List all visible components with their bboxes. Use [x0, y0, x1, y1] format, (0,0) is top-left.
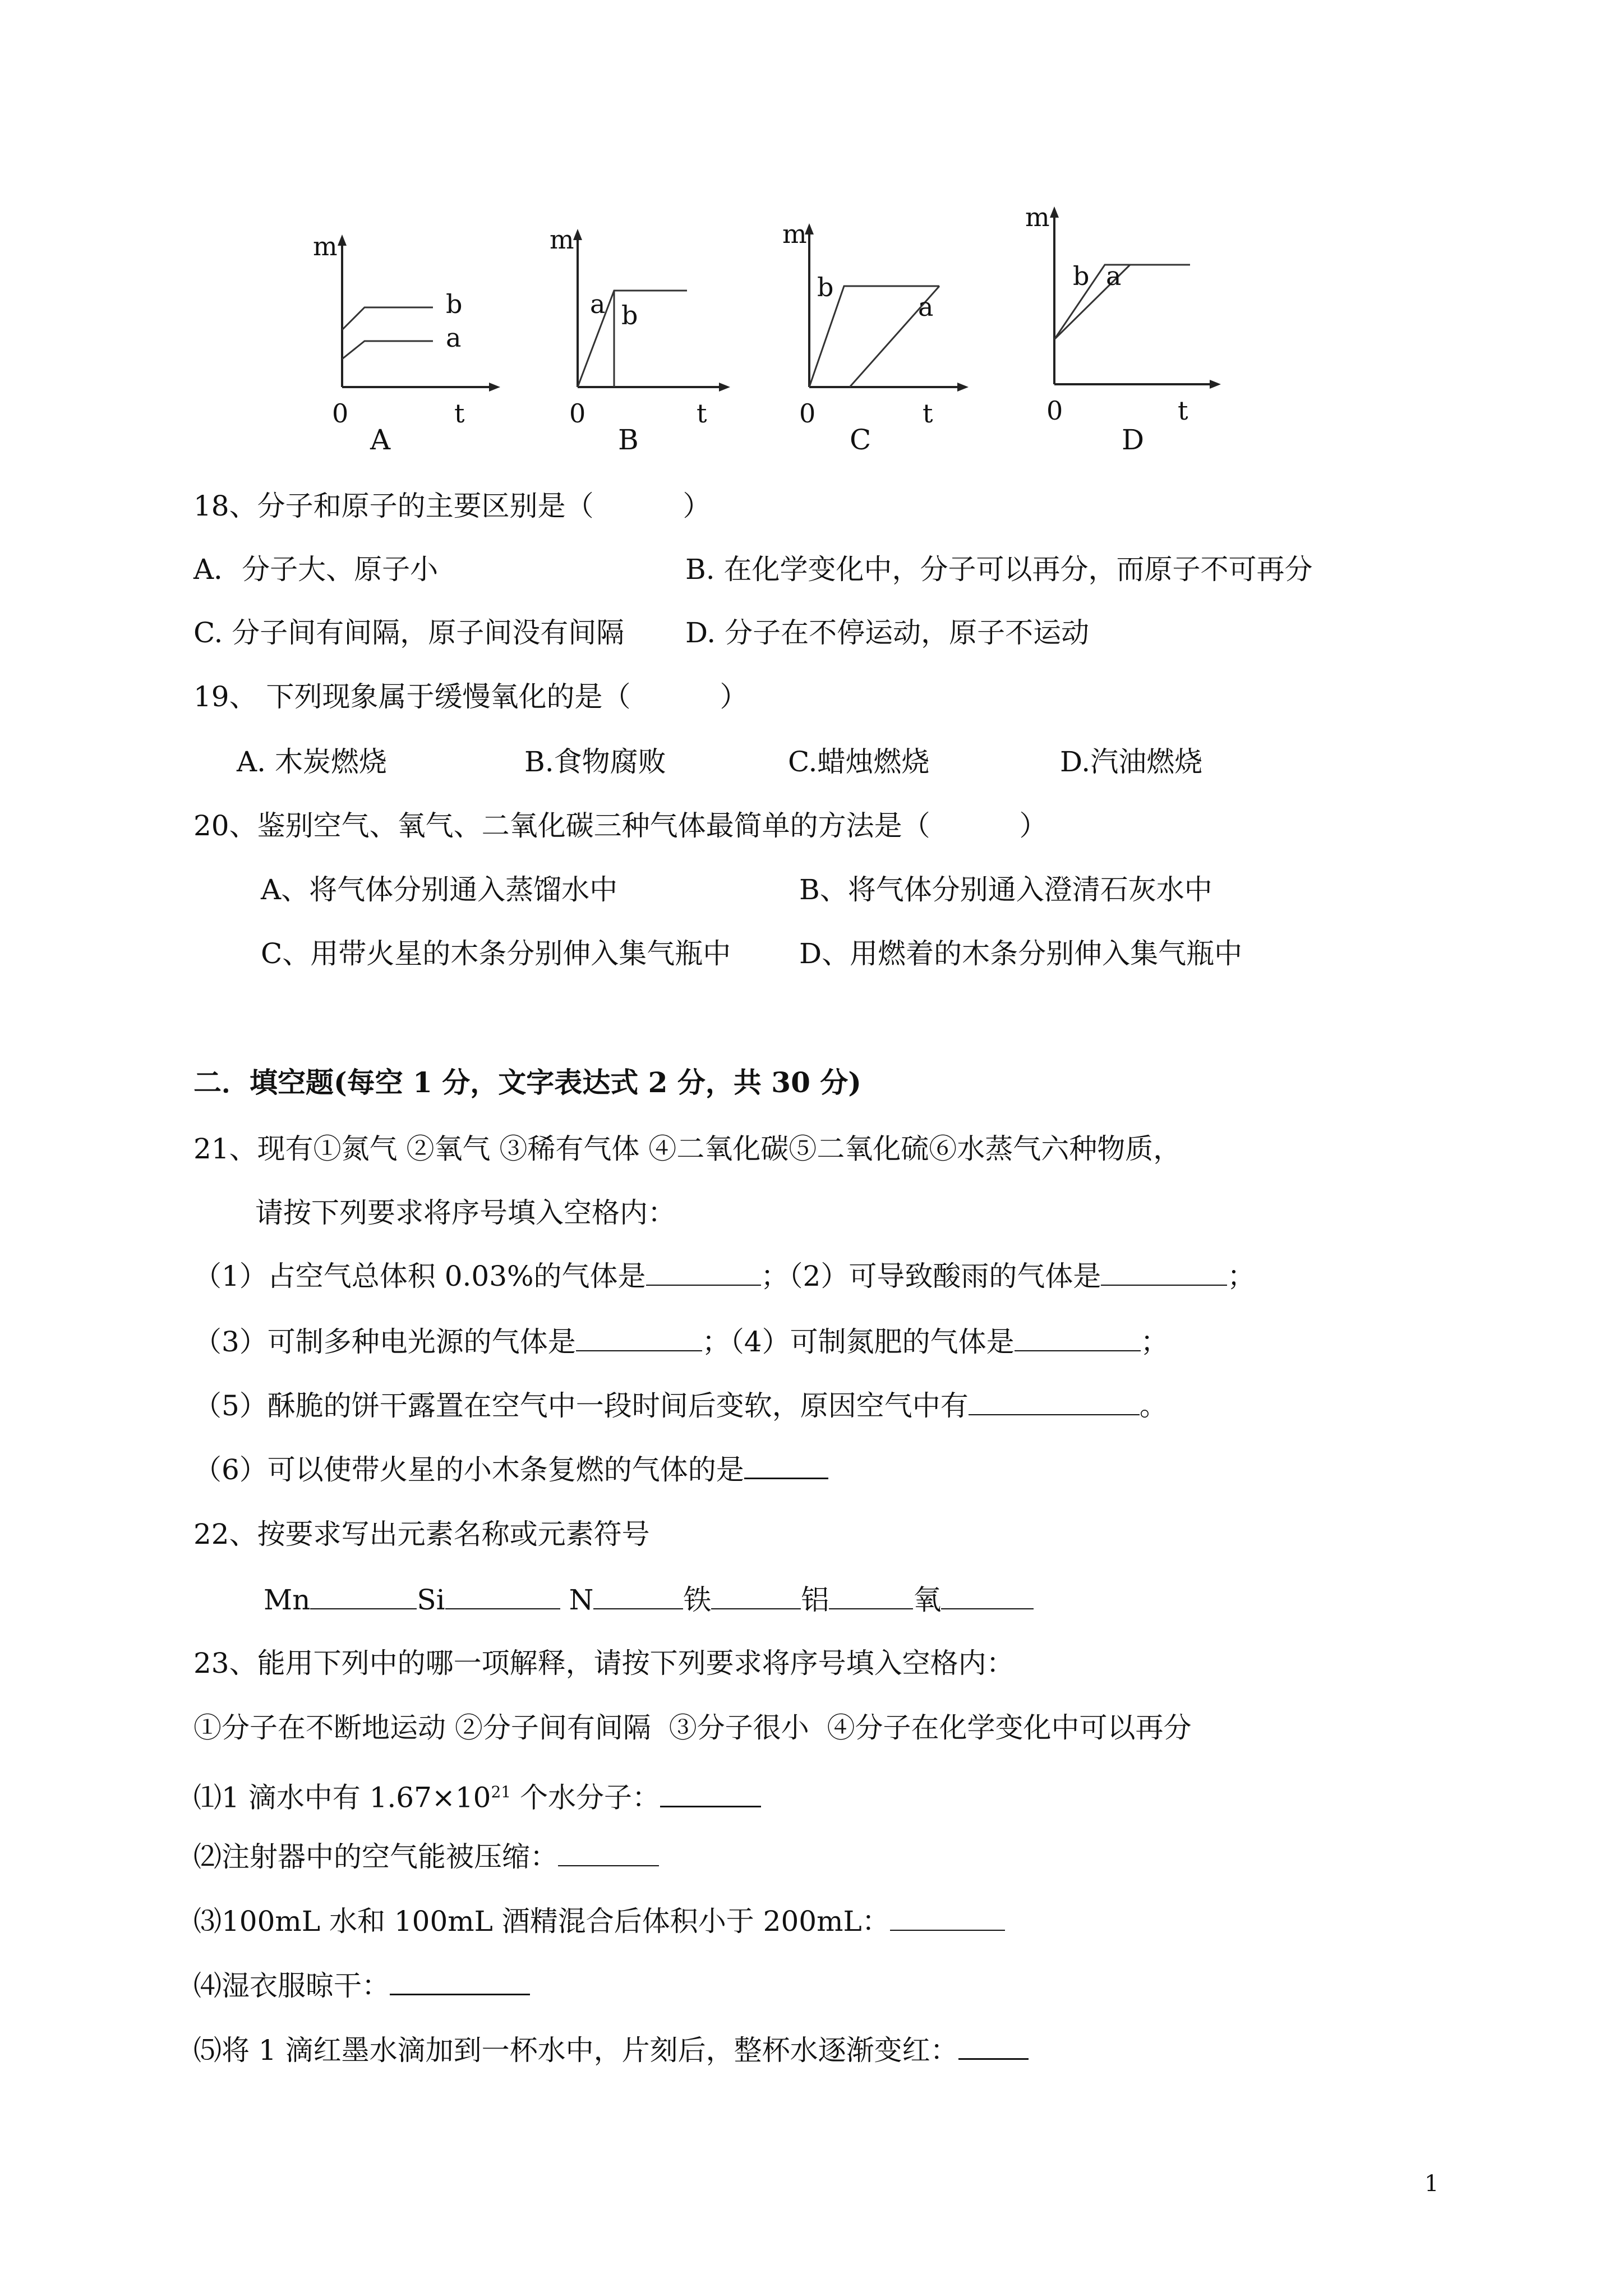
q23-sub5-text: ⑸将 1 滴红墨水滴加到一杯水中，片刻后，整杯水逐渐变红：	[193, 2034, 958, 2067]
q22-item-fe: 铁	[683, 1584, 712, 1616]
q22-item-o: 氧	[913, 1584, 942, 1616]
q20-option-b: B、将气体分别通入澄清石灰水中	[799, 873, 1212, 906]
q21-blank-1[interactable]	[646, 1260, 761, 1286]
q19-option-c: C.蜡烛燃烧	[788, 746, 930, 778]
q23-sub-2	[193, 1840, 659, 1874]
graph-b-curve-a: a	[590, 289, 606, 319]
q20-option-a: A、将气体分别通入蒸馏水中	[261, 873, 618, 906]
q22-blank-al[interactable]	[829, 1584, 913, 1609]
graph-c-option: C	[850, 424, 872, 456]
q23-blank-4[interactable]	[390, 1969, 530, 1995]
q18-option-b: B. 在化学变化中，分子可以再分，而原子不可再分	[685, 553, 1313, 586]
q21-row-4	[193, 1453, 828, 1487]
q23-sub3-text: ⑶100mL 水和 100mL 酒精混合后体积小于 200mL：	[193, 1905, 890, 1938]
q21-part2-text: ；（2）可导致酸雨的气体是	[760, 1260, 1101, 1292]
graph-d	[1015, 202, 1239, 456]
graph-c-curve-a: a	[918, 292, 934, 322]
graph-b-origin: 0	[569, 398, 586, 429]
q21-instruction: 请按下列要求将序号填入空格内：	[255, 1197, 676, 1229]
q19-option-b: B.食物腐败	[524, 746, 666, 778]
q21-part6-text: （6）可以使带火星的小木条复燃的气体的是	[193, 1453, 744, 1486]
q23-sub4-text: ⑷湿衣服晾干：	[193, 1970, 390, 2002]
graph-a-curve-a: a	[446, 323, 462, 353]
graph-b	[538, 219, 751, 456]
graph-c	[771, 219, 995, 456]
q22-blank-mn[interactable]	[310, 1584, 417, 1609]
q22-item-mn: Mn	[264, 1584, 311, 1616]
q21-row1-end: ；	[1227, 1260, 1256, 1292]
graph-c-x-label: t	[923, 398, 933, 429]
q22-item-n: N	[569, 1584, 594, 1616]
graph-c-origin: 0	[799, 398, 816, 429]
graph-a-y-label: m	[313, 231, 338, 261]
graph-d-x-label: t	[1178, 395, 1188, 426]
q18-stem: 18、分子和原子的主要区别是（ ）	[193, 490, 711, 522]
q19-option-a: A. 木炭燃烧	[237, 746, 387, 778]
graph-d-plot	[1015, 202, 1239, 409]
q21-part3-text: （3）可制多种电光源的气体是	[193, 1326, 576, 1358]
graph-b-x-label: t	[697, 398, 707, 429]
q18-option-c: C. 分子间有间隔，原子间没有间隔	[193, 616, 625, 649]
q21-stem: 21、现有①氮气 ②氧气 ③稀有气体 ④二氧化碳⑤二氧化硫⑥水蒸气六种物质，	[193, 1133, 1182, 1165]
graph-a-curve-b: b	[446, 289, 463, 319]
q23-blank-2[interactable]	[558, 1841, 659, 1866]
q18-option-a: A．分子大、原子小	[193, 553, 439, 586]
q20-option-d: D、用燃着的木条分别伸入集气瓶中	[799, 937, 1243, 970]
q23-sub-4	[193, 1969, 530, 2003]
q23-sub1-text-end: 个水分子：	[511, 1781, 660, 1814]
q22-stem: 22、按要求写出元素名称或元素符号	[193, 1518, 650, 1550]
q21-blank-6[interactable]	[744, 1453, 828, 1479]
q22-blank-si[interactable]	[445, 1584, 560, 1609]
q21-row-1	[193, 1259, 1255, 1293]
q19-stem: 19、 下列现象属于缓慢氧化的是（ ）	[193, 680, 748, 713]
q21-blank-2[interactable]	[1101, 1260, 1227, 1286]
q23-blank-5[interactable]	[958, 2033, 1029, 2060]
q23-options: ①分子在不断地运动 ②分子间有间隔 ③分子很小 ④分子在化学变化中可以再分	[193, 1711, 1192, 1744]
q21-blank-3[interactable]	[576, 1326, 702, 1351]
q23-stem: 23、能用下列中的哪一项解释，请按下列要求将序号填入空格内：	[193, 1647, 1015, 1680]
graph-a-option: A	[370, 424, 391, 456]
section-heading: 二．填空题(每空 1 分，文字表达式 2 分，共 30 分)	[193, 1066, 861, 1099]
q23-sub-5	[193, 2033, 1029, 2067]
q21-part4-text: ；（4）可制氮肥的气体是	[702, 1326, 1015, 1358]
q21-row2-end: ；	[1140, 1326, 1169, 1358]
graph-d-curve-a: a	[1106, 261, 1122, 291]
graph-a	[303, 219, 516, 456]
q21-part5-text: （5）酥脆的饼干露置在空气中一段时间后变软，原因空气中有	[193, 1389, 969, 1422]
graph-d-curve-b: b	[1073, 261, 1090, 291]
graph-b-curve-b: b	[621, 300, 638, 330]
graph-b-y-label: m	[550, 224, 574, 255]
q22-item-si: Si	[417, 1584, 445, 1616]
q23-sub1-text: ⑴1 滴水中有 1.67×10	[193, 1781, 491, 1814]
q23-sub-1	[193, 1775, 761, 1815]
q23-blank-1[interactable]	[660, 1781, 761, 1807]
q22-blank-o[interactable]	[941, 1584, 1034, 1609]
q22-blank-n[interactable]	[593, 1584, 683, 1609]
graph-d-y-label: m	[1025, 202, 1050, 232]
graph-d-option: D	[1122, 424, 1145, 456]
q23-sub-3	[193, 1904, 1005, 1938]
q22-row	[264, 1583, 1034, 1617]
graph-c-y-label: m	[782, 219, 807, 249]
q21-blank-4[interactable]	[1015, 1326, 1141, 1351]
graph-a-origin: 0	[332, 398, 349, 429]
q21-row3-end: 。	[1139, 1389, 1168, 1422]
q23-sub1-exponent: 21	[491, 1783, 511, 1801]
graph-b-option: B	[618, 424, 639, 456]
page-number: 1	[1424, 2171, 1439, 2197]
graph-c-curve-b: b	[817, 272, 834, 302]
q22-item-al: 铝	[801, 1584, 829, 1616]
q23-sub2-text: ⑵注射器中的空气能被压缩：	[193, 1841, 558, 1873]
q23-blank-3[interactable]	[890, 1905, 1005, 1931]
q21-part1-text: （1）占空气总体积 0.03%的气体是	[193, 1260, 646, 1292]
q20-stem: 20、鉴别空气、氧气、二氧化碳三种气体最简单的方法是（ ）	[193, 809, 1048, 842]
graph-d-origin: 0	[1046, 395, 1063, 426]
q19-option-d: D.汽油燃烧	[1060, 746, 1203, 778]
graph-a-x-label: t	[454, 398, 465, 429]
q18-option-d: D. 分子在不停运动，原子不运动	[685, 616, 1090, 649]
q21-row-2	[193, 1325, 1169, 1359]
q22-blank-fe[interactable]	[711, 1584, 801, 1609]
q21-row-3	[193, 1389, 1168, 1423]
q20-option-c: C、用带火星的木条分别伸入集气瓶中	[261, 937, 731, 970]
q21-blank-5[interactable]	[969, 1389, 1140, 1415]
